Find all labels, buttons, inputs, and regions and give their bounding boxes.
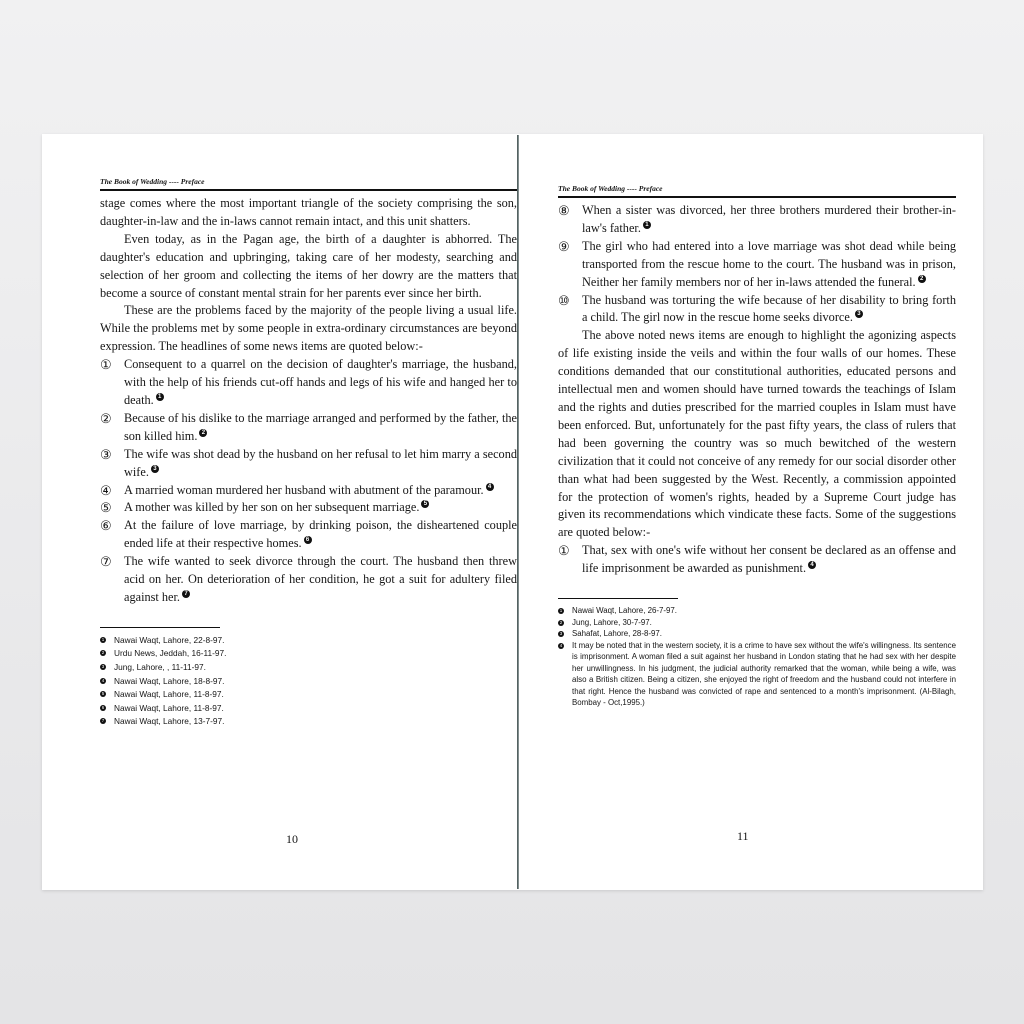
footnote-ref: 1 [156, 393, 164, 401]
paragraph: These are the problems faced by the majority of the people living a usual life. While the problems met by some people in extra-ordinary circumstances are beyond expression. The headlines of some news items are quoted below:- [100, 303, 517, 354]
footnote-ref: 5 [421, 500, 429, 508]
item-number: ⑥ [100, 518, 112, 534]
list-item [558, 238, 956, 292]
footnote-mark: 1 [101, 636, 105, 642]
item-text: Because of his dislike to the marriage arranged and performed by the father, the son killed him. [124, 410, 517, 443]
footnote-mark: 1 [559, 608, 563, 614]
list-item [558, 292, 956, 328]
item-text: When a sister was divorced, her three brothers murdered their brother-in-law's father. [582, 203, 956, 235]
item-text: That, sex with one's wife without her consent be declared as an offense and life imprisonment be awarded as punishment. [582, 543, 956, 576]
item-text: The wife was shot dead by the husband on her refusal to let him marry a second wife. [124, 446, 517, 479]
item-text: The husband was torturing the wife because of her disability to bring forth a child. The girl now in the rescue home seeks divorce. [582, 292, 956, 325]
footnote-text: Nawai Waqt, Lahore, 26-7-97. [572, 606, 677, 616]
right-page [558, 134, 956, 709]
page-body [558, 202, 956, 578]
footnote-ref: 2 [199, 429, 207, 437]
paragraph: Even today, as in the Pagan age, the birth of a daughter is abhorred. The daughter's education and upbringing, taking care of her modesty, searching and selection of her groom and collecting the items of her dowry are the matters that become a source of constant mental strain for her parents ever since her birth. [100, 231, 517, 300]
footnote-mark: 3 [101, 664, 105, 670]
footnote-ref: 4 [486, 483, 494, 491]
footnote-text: Urdu News, Jeddah, 16-11-97. [114, 648, 227, 659]
list-item [100, 446, 517, 482]
item-number: ⑦ [100, 554, 112, 570]
footnote-mark: 6 [101, 704, 105, 710]
footnote [100, 647, 517, 661]
footnote [100, 702, 517, 716]
paragraph: stage comes where the most important triangle of the society comprising the son, daughter-in-law and the in-laws cannot remain intact, and this unit shatters. [100, 196, 517, 228]
list-item [100, 553, 517, 607]
footnote-ref: 3 [855, 310, 863, 318]
item-number: ③ [100, 446, 112, 462]
list-item [100, 356, 517, 410]
book-gutter [517, 135, 519, 889]
footnote-mark: 5 [101, 691, 105, 697]
book-spread [42, 134, 983, 890]
footnote-mark: 2 [559, 619, 563, 625]
header-rule [558, 196, 956, 198]
footnote [558, 617, 956, 629]
item-number: ① [100, 357, 112, 373]
footnote-text: Nawai Waqt, Lahore, 18-8-97. [114, 675, 225, 686]
footnote-ref: 7 [182, 590, 190, 598]
item-text: Consequent to a quarrel on the decision of daughter's marriage, the husband, with the help of his friends cut-off hands and legs of his wife and hanged her to death. [124, 357, 517, 407]
item-text: A married woman murdered her husband with abutment of the paramour. [124, 482, 484, 497]
footnote-text: Nawai Waqt, Lahore, 11-8-97. [114, 689, 224, 700]
footnote-mark: 4 [101, 677, 105, 683]
list-item [100, 499, 517, 517]
item-text: At the failure of love marriage, by drinking poison, the disheartened couple ended life at their respective homes. [124, 518, 517, 551]
footnote [100, 688, 517, 702]
footnote-ref: 4 [808, 561, 816, 569]
footnote-text: Jung, Lahore, 30-7-97. [572, 617, 652, 627]
footnote [100, 675, 517, 689]
footnote-ref: 1 [643, 221, 651, 229]
running-head: The Book of Wedding ---- Preface [558, 184, 663, 193]
item-number: ① [558, 543, 570, 559]
running-head: The Book of Wedding ---- Preface [100, 177, 205, 186]
page-number: 10 [286, 832, 298, 846]
footnote-ref: 6 [304, 536, 312, 544]
footnote [558, 640, 956, 709]
footnote [100, 634, 517, 648]
footnote-rule [558, 598, 678, 599]
item-text: The wife wanted to seek divorce through the court. The husband then threw acid on her. On deterioration of her condition, he got a suit for adultery filed against her. [124, 554, 517, 604]
footnote-text: Nawai Waqt, Lahore, 11-8-97. [114, 702, 224, 713]
footnote-mark: 3 [559, 631, 563, 637]
footnote-rule [100, 627, 220, 628]
list-item [558, 542, 956, 578]
footnote-text: Nawai Waqt, Lahore, 13-7-97. [114, 716, 225, 727]
item-number: ⑧ [558, 203, 570, 218]
paragraph: The above noted news items are enough to highlight the agonizing aspects of life existing inside the veils and within the four walls of our homes. These conditions demanded that our constitutional authorities, educated persons and intellectual men and women should have turned towards the teachings of Islam and the rights and duties prescribed for the married couples in Islam must have been enforced. But, unfortunately for the past fifty years, the class of rulers that had been governing the country was so much bewitched of the western civilization that it could not conceive of any remedy for our social disorder other than what had been suggested by the West. Recently, a commission appointed for the protection of women's rights, headed by a Supreme Court judge has given its recommendations which vindicate these facts. Some of the suggestions are quoted below:- [558, 328, 956, 540]
footnote-mark: 2 [101, 650, 105, 656]
footnote-ref: 2 [918, 275, 926, 283]
page-number: 11 [737, 829, 749, 843]
footnotes [100, 634, 517, 729]
footnote [100, 715, 517, 729]
item-number: ⑩ [558, 292, 570, 308]
footnote-ref: 3 [151, 465, 159, 473]
footnotes [558, 605, 956, 709]
item-number: ④ [100, 482, 112, 498]
list-item [100, 410, 517, 446]
list-item [558, 202, 956, 238]
item-text: A mother was killed by her son on her subsequent marriage. [124, 500, 420, 515]
footnote [100, 661, 517, 675]
left-page [100, 134, 517, 729]
footnote-text: Nawai Waqt, Lahore, 22-8-97. [114, 634, 225, 645]
item-text: The girl who had entered into a love marriage was shot dead while being transported from the rescue home to the court. The husband was in prison, Neither her family members nor of her in-laws attended the funeral. [582, 238, 956, 289]
footnote-mark: 4 [559, 642, 563, 648]
footnote [558, 605, 956, 617]
item-number: ② [100, 410, 112, 426]
list-item [100, 482, 517, 500]
header-rule [100, 189, 517, 191]
footnote-text: It may be noted that in the western society, it is a crime to have sex without the wife's willingness. Its sentence is imprisonment. A woman filed a suit against her husband in London stating that he had sex with her despite her unwillingness. In his judgment, the judicial authority remarked that the woman, while being a wife, was also a British citizen. Being a citizen, she enjoyed the right of freedom and the husband could not interfere in that right. Hence the husband was convicted of rape and sentenced to a month's imprisonment. (Al-Bilagh, Bombay - Oct,1995.) [572, 640, 956, 708]
item-number: ⑤ [100, 500, 112, 516]
page-body [100, 195, 517, 607]
footnote-text: Sahafat, Lahore, 28-8-97. [572, 629, 662, 639]
footnote-text: Jung, Lahore, , 11-11-97. [114, 662, 206, 673]
list-item [100, 517, 517, 553]
footnote-mark: 7 [101, 718, 105, 724]
item-number: ⑨ [558, 238, 570, 254]
footnote [558, 628, 956, 640]
